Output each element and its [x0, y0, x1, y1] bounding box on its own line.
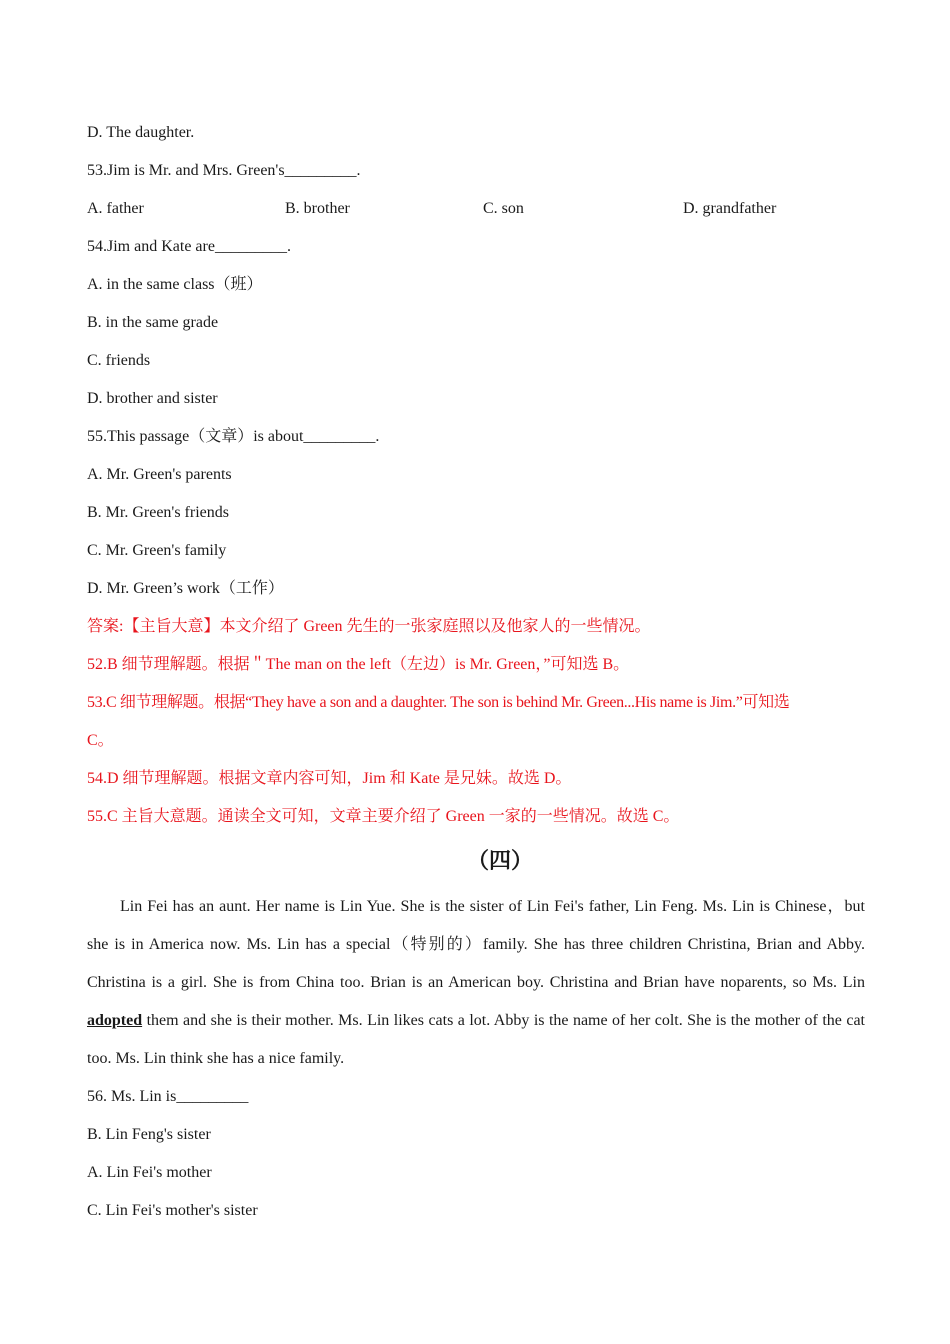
q54-option-b: B. in the same grade — [87, 314, 219, 331]
question-53-options — [87, 199, 865, 219]
q56-option-a: A. Lin Fei's mother — [87, 1164, 212, 1181]
answer-54: 54.D 细节理解题。根据文章内容可知，Jim 和 Kate 是兄妹。故选 D。 — [87, 770, 572, 787]
answer-intro: 答案:【主旨大意】本文介绍了 Green 先生的一张家庭照以及他家人的一些情况。 — [87, 618, 651, 635]
passage-keyword: adopted — [87, 1012, 143, 1029]
q56-option-b: B. Lin Feng's sister — [87, 1126, 211, 1143]
q54-option-a: A. in the same class（班） — [87, 276, 263, 293]
section-heading: （四） — [466, 848, 533, 873]
passage-text-end: them and she is their mother. Ms. Lin likes cats a lot. Abby is the name of her colt. She is the mother of the cat too. Ms. Lin think she has a nice family. — [87, 1012, 865, 1067]
question-56: 56. Ms. Lin is_________ — [87, 1088, 249, 1105]
reading-passage — [87, 888, 865, 1078]
q55-option-c: C. Mr. Green's family — [87, 542, 227, 559]
q53-option-d: D. grandfather — [683, 200, 777, 217]
question-55: 55.This passage（文章）is about_________. — [87, 428, 380, 445]
answer-55: 55.C 主旨大意题。通读全文可知，文章主要介绍了 Green 一家的一些情况。故选 C。 — [87, 808, 680, 825]
q54-option-d: D. brother and sister — [87, 390, 218, 407]
q56-option-c: C. Lin Fei's mother's sister — [87, 1202, 258, 1219]
answer-53-line2: C。 — [87, 732, 114, 749]
q52-option-d: D. The daughter. — [87, 124, 195, 141]
q53-option-a: A. father — [87, 200, 144, 217]
q55-option-a: A. Mr. Green's parents — [87, 466, 232, 483]
answer-52: 52.B 细节理解题。根据＂The man on the left（左边）is Mr. Green，”可知选 B。 — [87, 656, 630, 673]
passage-text-start: Lin Fei has an aunt. Her name is Lin Yue. She is the sister of Lin Fei's father, Lin Feng. Ms. Lin is Chinese，but she is in America now. Ms. Lin has a special（特别的）family. She has three children Christina, Brian and Abby. Christina is a girl. She is from China too. Brian is an American boy. Christina and Brian have noparents, so Ms. Lin — [87, 898, 865, 991]
q53-option-b: B. brother — [285, 200, 350, 217]
question-53: 53.Jim is Mr. and Mrs. Green's_________. — [87, 162, 361, 179]
q54-option-c: C. friends — [87, 352, 151, 369]
q55-option-b: B. Mr. Green's friends — [87, 504, 229, 521]
question-54: 54.Jim and Kate are_________. — [87, 238, 291, 255]
q53-option-c: C. son — [483, 200, 524, 217]
answer-53-line1: 53.C 细节理解题。根据“They have a son and a daughter. The son is behind Mr. Green...His name is Jim.”可知选 — [87, 694, 790, 711]
q55-option-d: D. Mr. Green’s work（工作） — [87, 580, 284, 597]
